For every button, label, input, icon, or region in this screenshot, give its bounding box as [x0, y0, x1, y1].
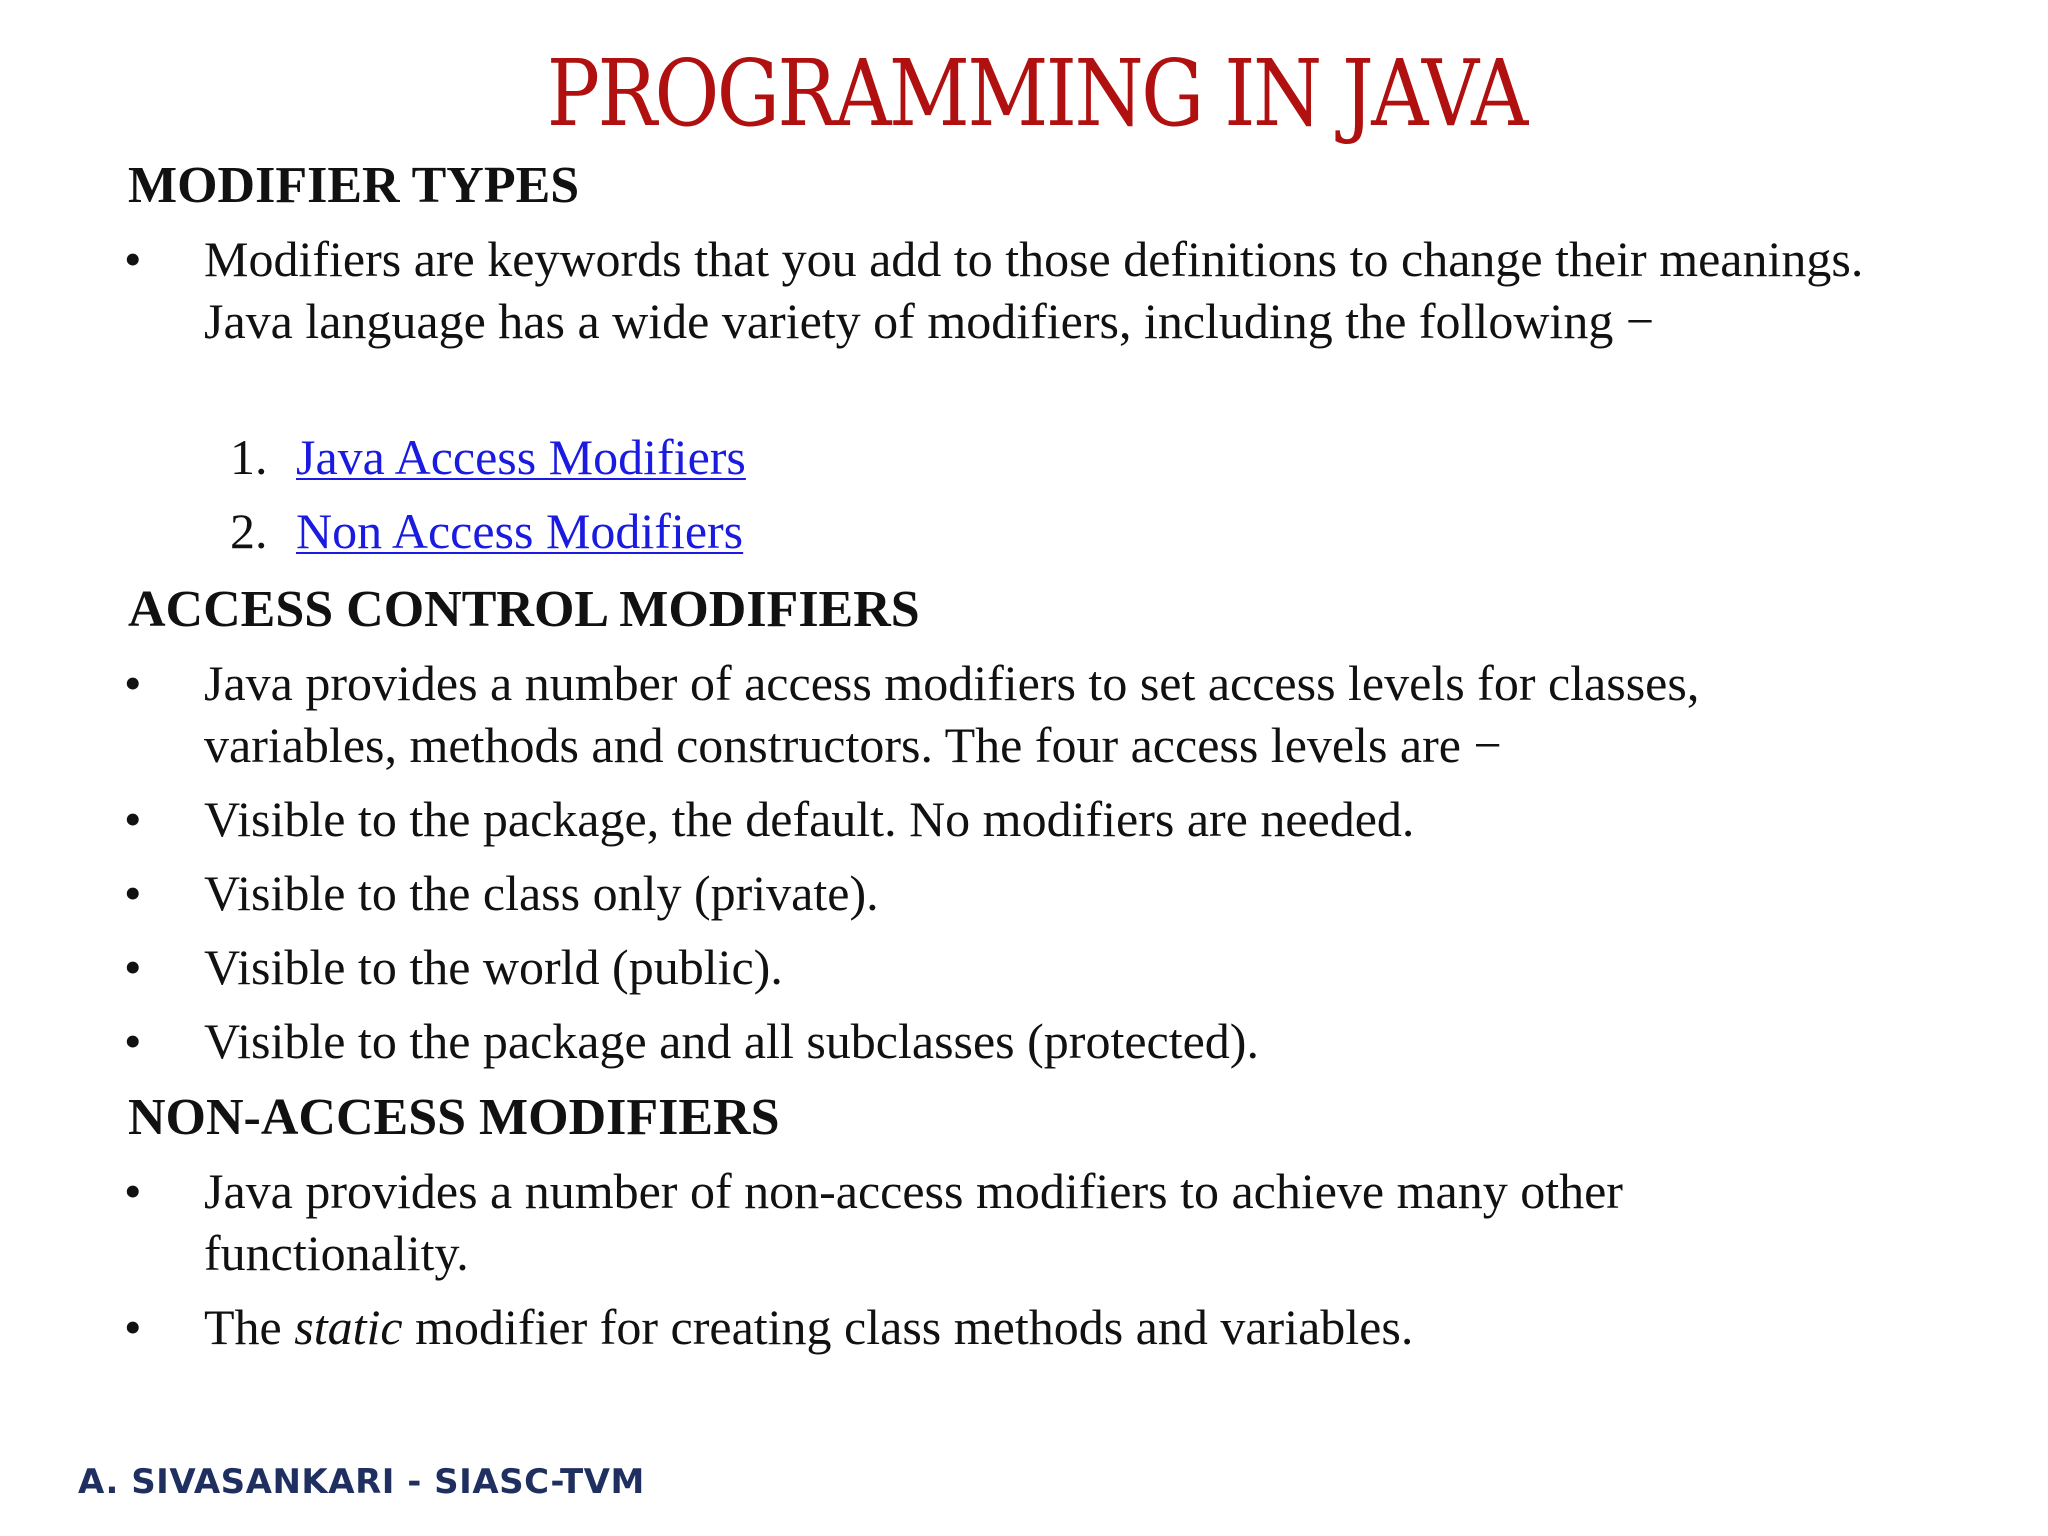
list-number: 2.: [230, 503, 268, 559]
bullet-icon: •: [124, 655, 142, 711]
bullet-text: Visible to the package, the default. No modifiers are needed.: [204, 791, 1415, 847]
bullet-icon: •: [124, 939, 142, 995]
slide-title: PROGRAMMING IN JAVA: [546, 40, 1526, 147]
bullet-text: Java provides a number of access modifiers to set access levels for classes, variables, methods and constructors. The four access levels are −: [204, 655, 1700, 773]
bullet-icon: •: [124, 1163, 142, 1219]
bullet-text-suffix: modifier for creating class methods and variables.: [415, 1299, 1414, 1355]
heading-non-access-modifiers: NON-ACCESS MODIFIERS: [128, 1089, 780, 1146]
bullet-icon: •: [124, 1299, 142, 1355]
heading-modifier-types: MODIFIER TYPES: [128, 157, 580, 214]
bullet-text: Visible to the world (public).: [204, 939, 783, 995]
bullet-text: [204, 1296, 1884, 1358]
bullet-text-prefix: The: [204, 1299, 282, 1355]
bullet-text: Modifiers are keywords that you add to those definitions to change their meanings. Java language has a wide variety of modifiers, including the following −: [204, 231, 1864, 349]
bullet-icon: •: [124, 865, 142, 921]
bullet-text: Visible to the class only (private).: [204, 865, 879, 921]
bullet-text: Java provides a number of non-access modifiers to achieve many other functionality.: [204, 1163, 1623, 1281]
bullet-text: Visible to the package and all subclasses (protected).: [204, 1013, 1259, 1069]
link-java-access-modifiers[interactable]: Java Access Modifiers: [296, 429, 746, 485]
footer-author: A. SIVASANKARI - SIASC-TVM: [78, 1462, 645, 1502]
list-item-non-access-modifiers: [230, 500, 743, 562]
list-number: 1.: [230, 429, 268, 485]
heading-access-control-modifiers: ACCESS CONTROL MODIFIERS: [128, 581, 920, 638]
link-non-access-modifiers[interactable]: Non Access Modifiers: [296, 503, 744, 559]
bullet-icon: •: [124, 231, 142, 287]
bullet-icon: •: [124, 1013, 142, 1069]
keyword-static: static: [294, 1299, 403, 1355]
list-item-java-access-modifiers: [230, 426, 746, 488]
bullet-icon: •: [124, 791, 142, 847]
